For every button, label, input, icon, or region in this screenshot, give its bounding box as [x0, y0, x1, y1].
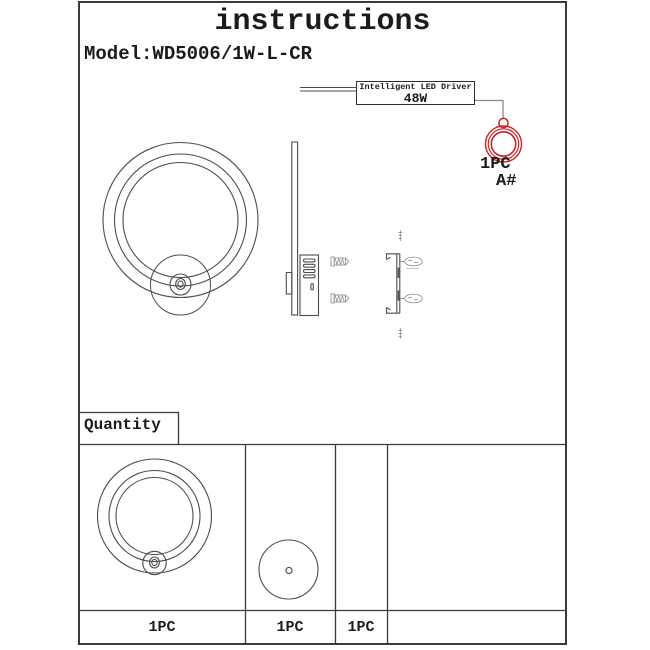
led-driver-label: Intelligent LED Driver	[359, 82, 472, 92]
screw-icon	[331, 294, 349, 303]
tiny-dimension-mark	[399, 328, 402, 339]
mounting-bracket-drawing	[387, 254, 400, 313]
tiny-dimension-mark	[399, 230, 402, 241]
table-cell-quantity-2: 1PC	[276, 619, 304, 636]
page-title: instructions	[214, 5, 431, 39]
driver-output-wire	[475, 101, 503, 120]
part-a-code: A#	[496, 172, 517, 191]
model-number: Model:WD5006/1W-L-CR	[84, 43, 313, 65]
screw-size-callout	[400, 294, 422, 303]
quantity-header: Quantity	[84, 416, 161, 434]
quantity-table-grid	[79, 445, 566, 645]
led-driver-wattage: 48W	[403, 91, 428, 106]
screw-size-callout	[400, 257, 422, 268]
table-cell-quantity-3: 1PC	[347, 619, 375, 636]
table-item-canopy-drawing	[259, 540, 318, 599]
table-cell-quantity-1: 1PC	[148, 619, 176, 636]
part-a-quantity: 1PC	[480, 155, 511, 174]
front-view-drawing	[103, 143, 258, 316]
driver-input-wires	[300, 88, 356, 92]
side-view-drawing	[286, 142, 318, 316]
page-border	[79, 2, 566, 644]
screw-icon	[331, 257, 349, 266]
led-driver-box	[356, 81, 475, 105]
table-item-ring-drawing	[98, 459, 212, 575]
